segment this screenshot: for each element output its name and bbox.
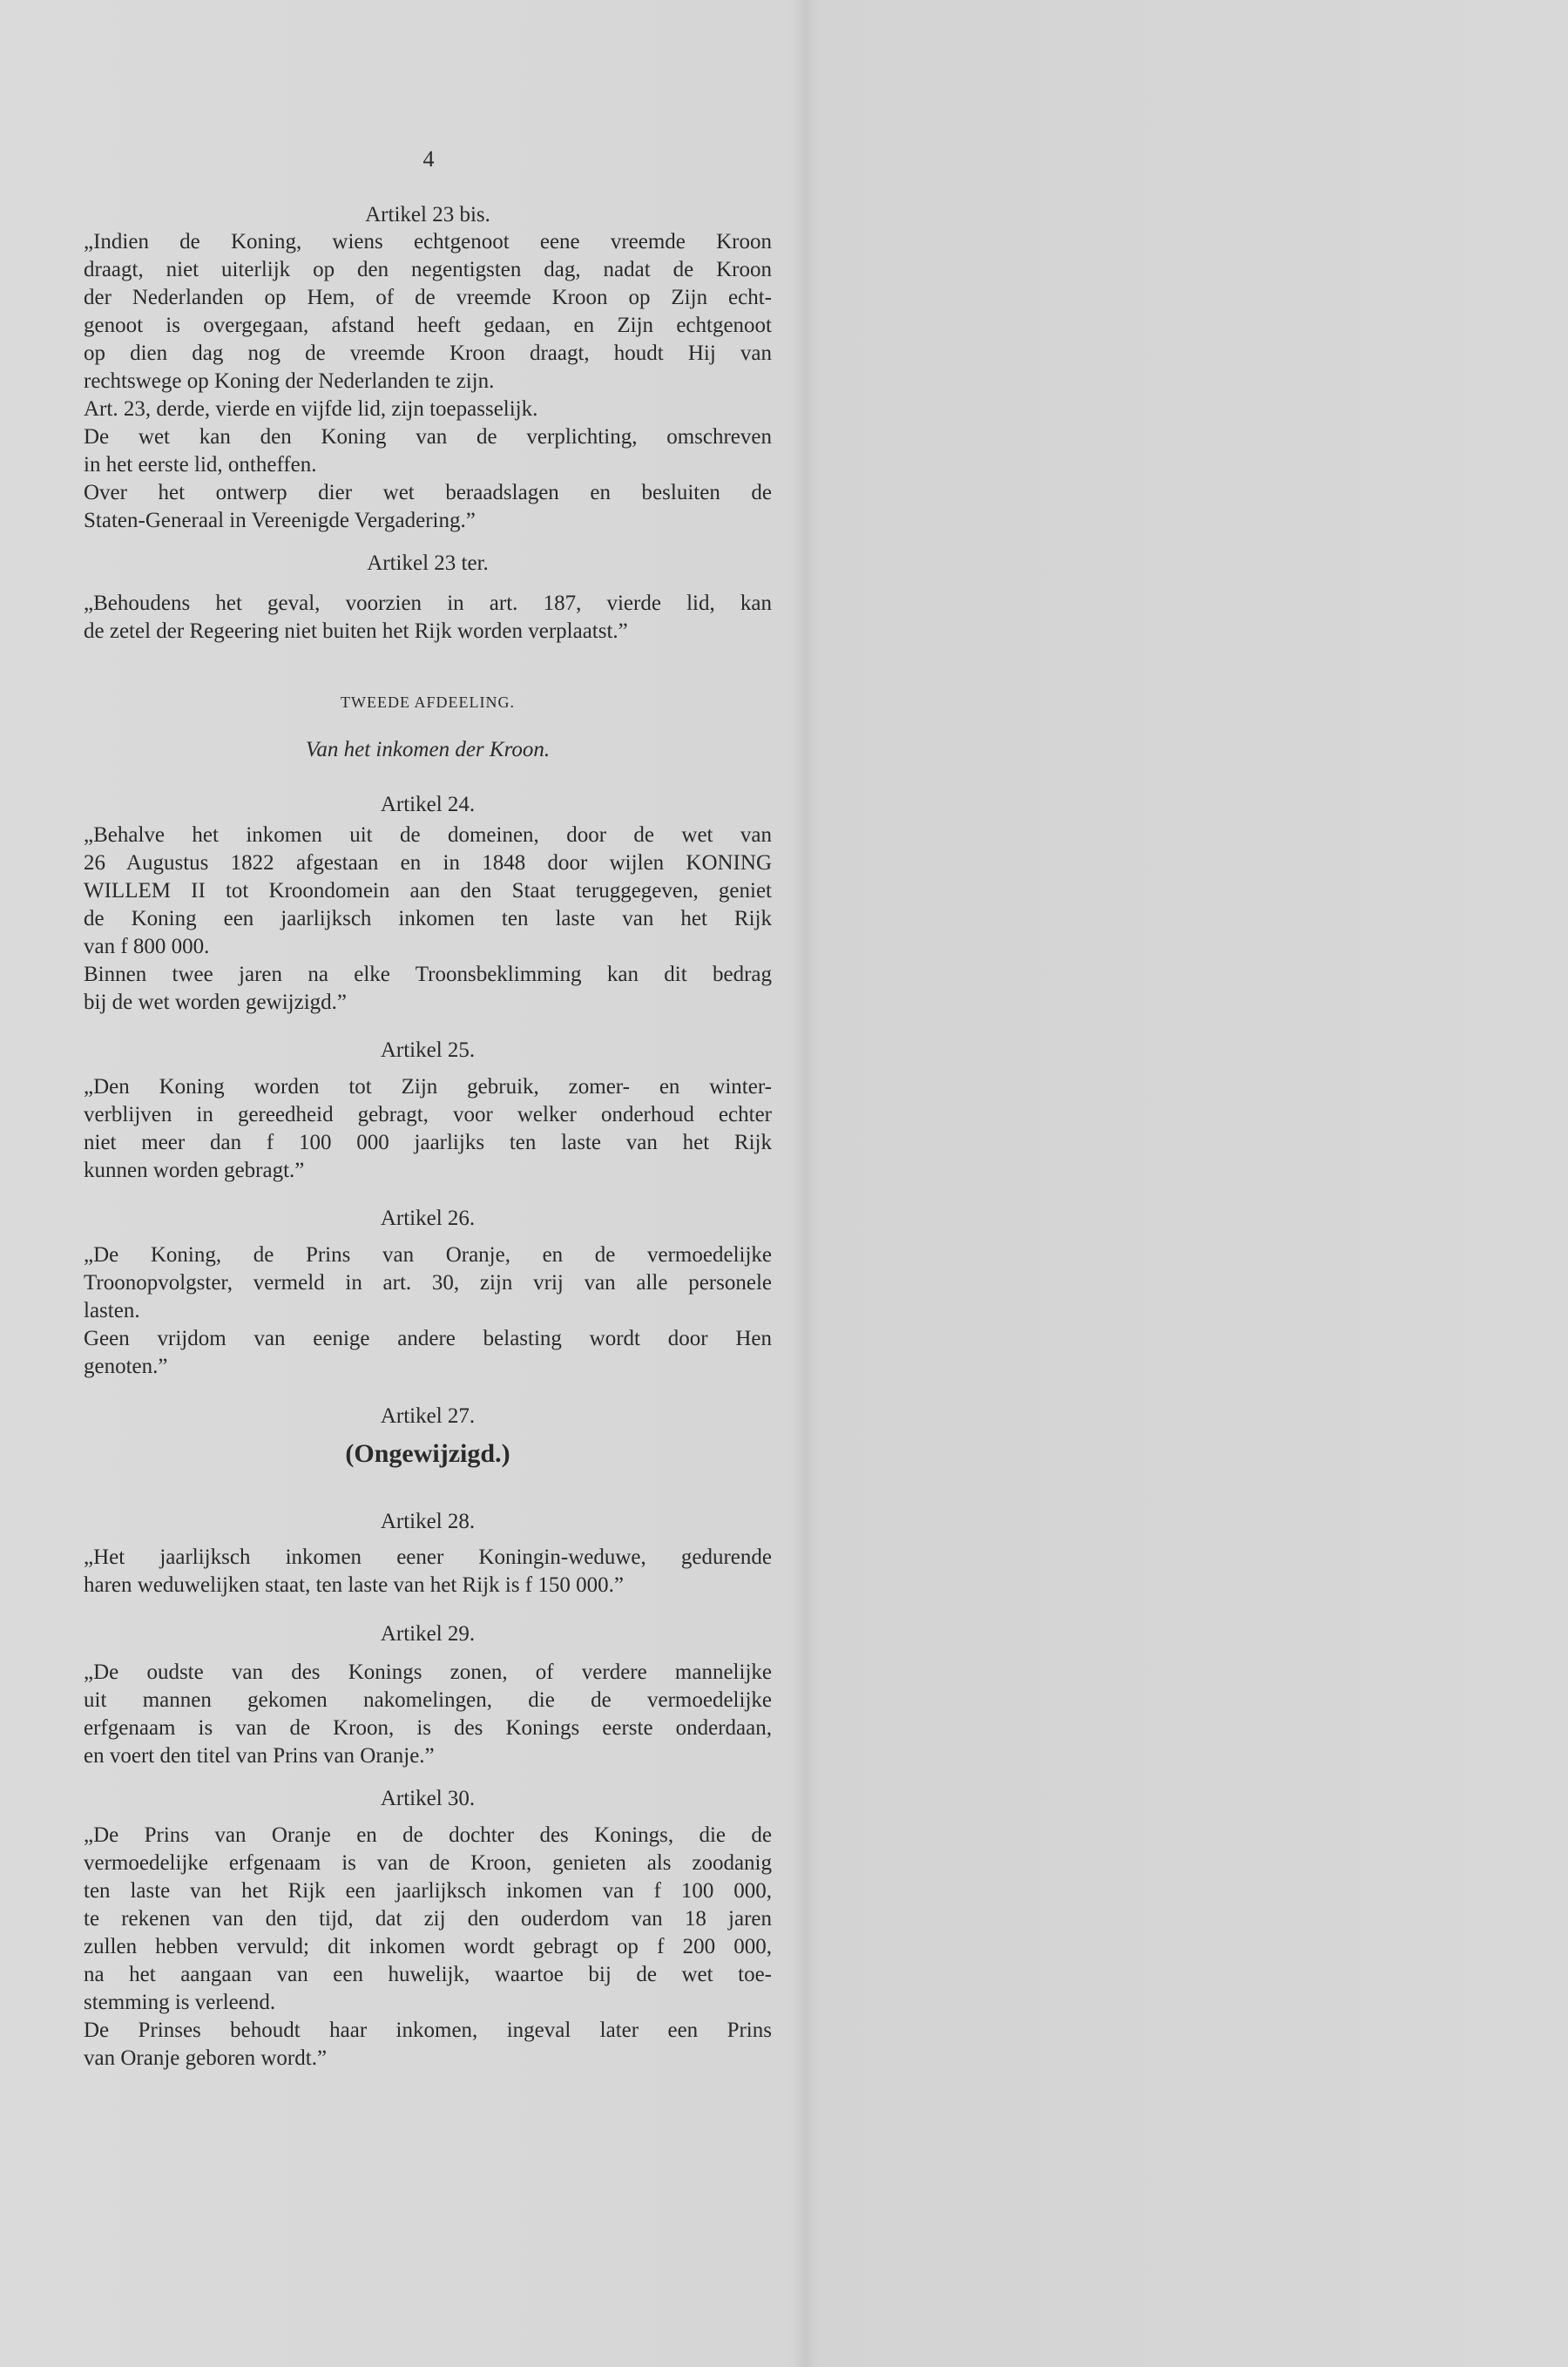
text-line: „Indien de Koning, wiens echtgenoot eene vreemde Kroon (84, 230, 772, 254)
article-heading: Artikel 28. (380, 1510, 476, 1533)
text-line: de zetel der Regeering niet buiten het Rijk worden verplaatst.” (84, 619, 628, 643)
text-line: genoten.” (84, 1355, 168, 1378)
page-gutter (793, 0, 819, 2367)
article-heading: Artikel 29. (380, 1622, 476, 1646)
text-line: te rekenen van den tijd, dat zij den ouderdom van 18 jaren (84, 1907, 772, 1931)
text-line: „Behoudens het geval, voorzien in art. 187, vierde lid, kan (84, 592, 772, 615)
text-line: „Den Koning worden tot Zijn gebruik, zomer- en winter- (84, 1075, 772, 1099)
article-heading: Artikel 25. (380, 1038, 476, 1062)
text-line: van Oranje geboren wordt.” (84, 2046, 328, 2070)
text-line: van f 800 000. (84, 935, 210, 958)
article-heading: Artikel 26. (380, 1207, 476, 1230)
page-number: 4 (422, 146, 435, 172)
text-line: „Behalve het inkomen uit de domeinen, door de wet van (84, 823, 772, 847)
text-line: vermoedelijke erfgenaam is van de Kroon, genieten als zoodanig (84, 1851, 772, 1875)
text-line: kunnen worden gebragt.” (84, 1159, 305, 1182)
text-line: stemming is verleend. (84, 1991, 276, 2014)
text-line: genoot is overgegaan, afstand heeft gedaan, en Zijn echtgenoot (84, 314, 772, 337)
text-line: der Nederlanden op Hem, of de vreemde Kroon op Zijn echt- (84, 286, 772, 309)
text-line: bij de wet worden gewijzigd.” (84, 991, 347, 1014)
article-heading: Artikel 23 ter. (367, 551, 489, 575)
text-line: „De Prins van Oranje en de dochter des Konings, die de (84, 1823, 772, 1847)
text-line: Troonopvolgster, vermeld in art. 30, zijn vrij van alle personele (84, 1271, 772, 1295)
text-line: WILLEM II tot Kroondomein aan den Staat teruggegeven, geniet (84, 879, 772, 903)
text-line: De Prinses behoudt haar inkomen, ingeval later een Prins (84, 2019, 772, 2042)
text-line: na het aangaan van een huwelijk, waartoe bij de wet toe- (84, 1963, 772, 1986)
text-line: draagt, niet uiterlijk op den negentigsten dag, nadat de Kroon (84, 258, 772, 281)
text-line: Binnen twee jaren na elke Troonsbeklimming kan dit bedrag (84, 963, 772, 986)
text-line: en voert den titel van Prins van Oranje.” (84, 1744, 435, 1768)
text-line: in het eerste lid, ontheffen. (84, 453, 317, 477)
article-heading: Artikel 27. (380, 1404, 476, 1428)
text-line: „De oudste van des Konings zonen, of verdere mannelijke (84, 1660, 772, 1684)
text-line: rechtswege op Koning der Nederlanden te zijn. (84, 369, 495, 393)
text-line: 26 Augustus 1822 afgestaan en in 1848 door wijlen KONING (84, 851, 772, 875)
article-heading: Artikel 30. (380, 1787, 476, 1810)
text-line: Art. 23, derde, vierde en vijfde lid, zijn toepasselijk. (84, 397, 538, 421)
text-line: ten laste van het Rijk een jaarlijksch inkomen van f 100 000, (84, 1879, 772, 1903)
text-line: zullen hebben vervuld; dit inkomen wordt gebragt op f 200 000, (84, 1935, 772, 1958)
unchanged-note: (Ongewijzigd.) (345, 1439, 510, 1468)
text-line: op dien dag nog de vreemde Kroon draagt, houdt Hij van (84, 342, 772, 365)
text-line: lasten. (84, 1299, 140, 1322)
text-line: de Koning een jaarlijksch inkomen ten laste van het Rijk (84, 907, 772, 930)
text-line: „Het jaarlijksch inkomen eener Koningin-weduwe, gedurende (84, 1545, 772, 1569)
article-heading: Artikel 23 bis. (365, 203, 490, 227)
article-heading: Artikel 24. (380, 793, 476, 816)
text-line: De wet kan den Koning van de verplichting, omschreven (84, 425, 772, 449)
text-line: „De Koning, de Prins van Oranje, en de vermoedelijke (84, 1243, 772, 1267)
text-line: verblijven in gereedheid gebragt, voor welker onderhoud echter (84, 1103, 772, 1126)
text-line: Over het ontwerp dier wet beraadslagen en besluiten de (84, 481, 772, 504)
section-heading: TWEEDE AFDEELING. (341, 693, 515, 711)
text-line: uit mannen gekomen nakomelingen, die de vermoedelijke (84, 1688, 772, 1712)
text-line: erfgenaam is van de Kroon, is des Konings eerste onderdaan, (84, 1716, 772, 1740)
text-line: niet meer dan f 100 000 jaarlijks ten laste van het Rijk (84, 1131, 772, 1154)
text-line: Geen vrijdom van eenige andere belasting wordt door Hen (84, 1327, 772, 1350)
section-subtitle: Van het inkomen der Kroon. (305, 738, 551, 761)
text-line: Staten-Generaal in Vereenigde Vergadering.” (84, 509, 476, 532)
text-line: haren weduwelijken staat, ten laste van het Rijk is f 150 000.” (84, 1573, 624, 1597)
